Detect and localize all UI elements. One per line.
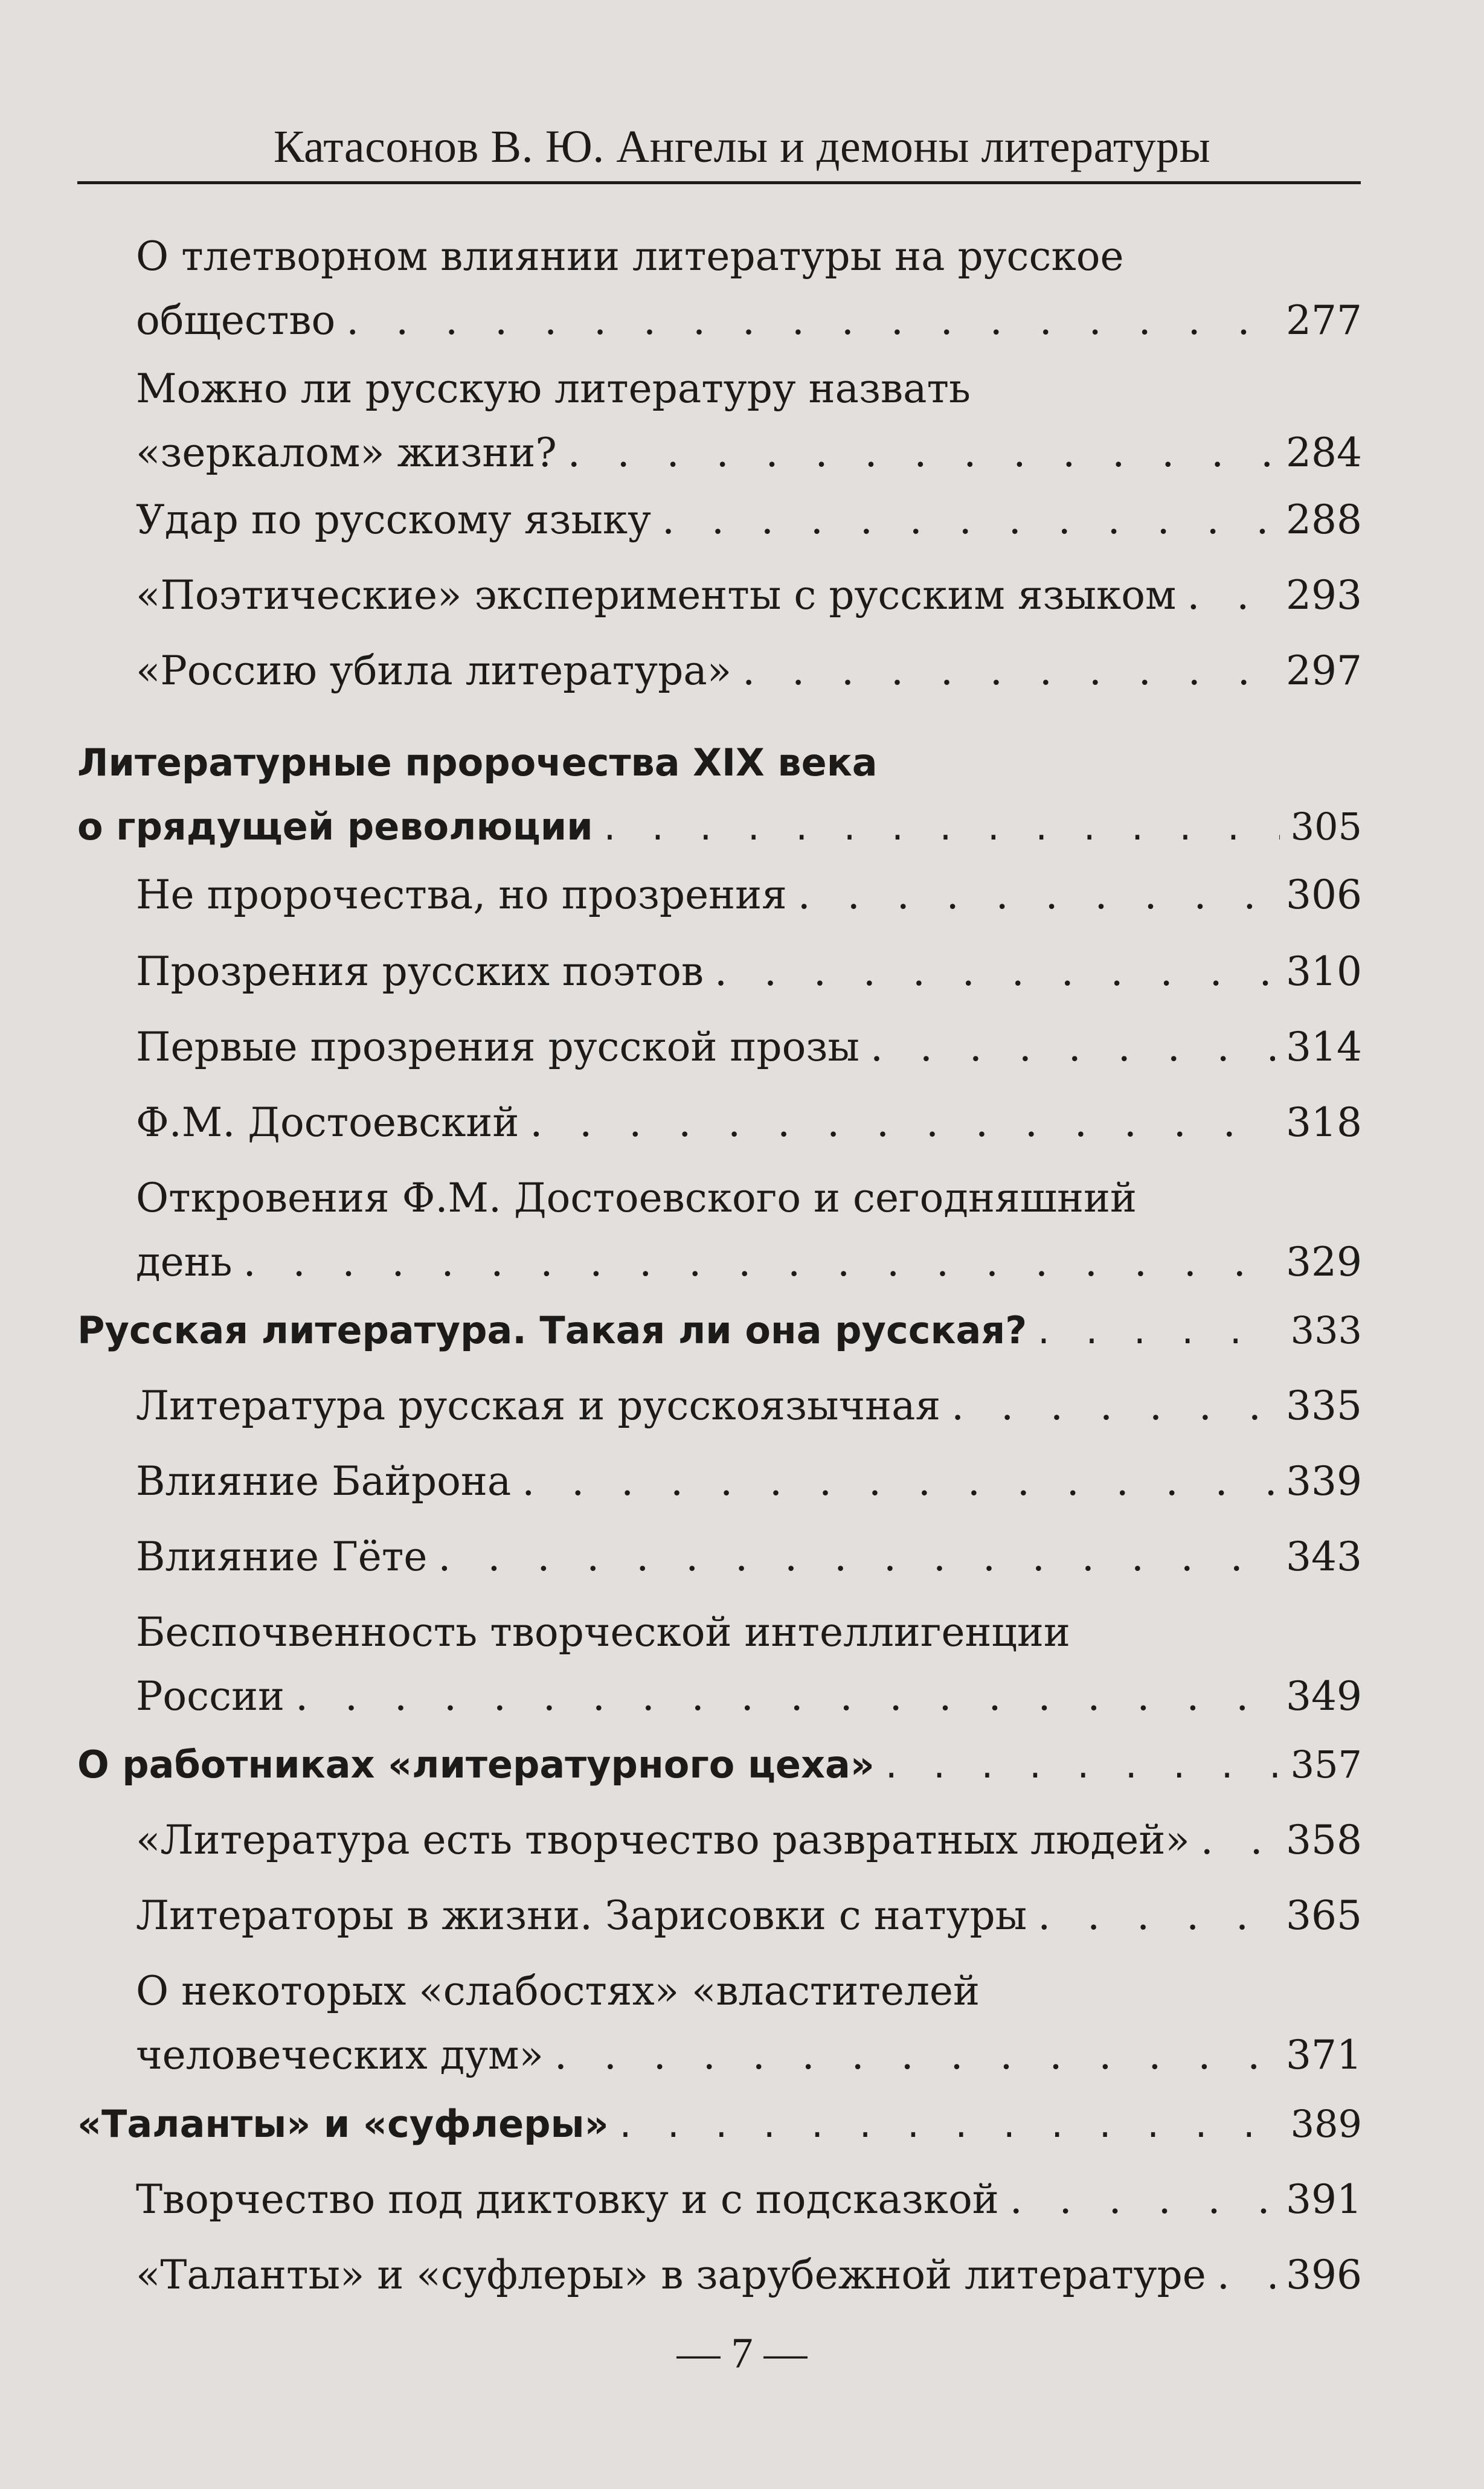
- toc-entry-title: России: [136, 1673, 285, 1720]
- toc-section-entry: [136, 1959, 1362, 2087]
- toc-entry-title: «Поэтические» эксперименты с русским языком: [136, 572, 1177, 618]
- toc-section-entry: [136, 1601, 1362, 1729]
- toc-section-entry: [136, 1374, 1362, 1438]
- dot-leader: [662, 488, 1275, 552]
- toc-section-entry: [136, 1015, 1362, 1079]
- toc-section-entry: [136, 1450, 1362, 1514]
- dot-leader: [885, 1733, 1280, 1797]
- toc-page-number: 305: [1290, 805, 1362, 849]
- toc-entry-title: «Таланты» и «суфлеры» в зарубежной литературе: [136, 2252, 1206, 2298]
- toc-section-entry: [136, 564, 1362, 628]
- toc-section-entry: [136, 940, 1362, 1004]
- toc-page-number: 310: [1286, 948, 1362, 995]
- toc-section-entry: [136, 2168, 1362, 2232]
- toc-entry-title: Литераторы в жизни. Зарисовки с натуры: [136, 1892, 1027, 1939]
- toc-entry-title: Литература русская и русскоязычная: [136, 1383, 941, 1429]
- dot-leader: [604, 795, 1280, 859]
- toc-section-entry: [136, 1884, 1362, 1948]
- dot-leader: [870, 1015, 1275, 1079]
- dot-leader: [1038, 1884, 1275, 1948]
- dot-leader: [346, 289, 1275, 353]
- dot-leader: [798, 863, 1275, 927]
- toc-entry-title: Творчество под диктовку и с подсказкой: [136, 2176, 999, 2223]
- toc-chapter-entry: [77, 731, 1362, 859]
- toc-entry-title: О тлетворном влиянии литературы на русское: [136, 233, 1124, 280]
- toc-section-entry: [136, 1091, 1362, 1155]
- toc-entry-title: Ф.М. Достоевский: [136, 1099, 519, 1146]
- toc-entry-title: «зеркалом» жизни?: [136, 429, 557, 476]
- toc-entry-title: Первые прозрения русской прозы: [136, 1024, 859, 1070]
- toc-page-number: 277: [1286, 297, 1362, 344]
- toc-page-number: 391: [1286, 2176, 1362, 2223]
- toc-section-entry: [136, 225, 1362, 353]
- toc-entry-title: день: [136, 1239, 233, 1285]
- toc-entry-title: общество: [136, 297, 336, 344]
- dot-leader: [1201, 1808, 1275, 1872]
- toc-entry-title: О работниках «литературного цеха»: [77, 1742, 875, 1787]
- toc-page-number: 335: [1286, 1383, 1362, 1429]
- toc-entry-title: Не пророчества, но прозрения: [136, 872, 787, 918]
- toc-section-entry: [136, 488, 1362, 552]
- toc-section-entry: [136, 639, 1362, 703]
- toc-entry-title: о грядущей революции: [77, 805, 593, 849]
- dot-leader: [715, 940, 1275, 1004]
- running-head: Катасонов В. Ю. Ангелы и демоны литературы: [273, 121, 1211, 172]
- dot-leader: [1038, 1299, 1279, 1363]
- dot-leader: [742, 639, 1275, 703]
- page-number: — 7 —: [676, 2329, 808, 2377]
- toc-entry-title: Прозрения русских поэтов: [136, 948, 704, 995]
- toc-entry-title: Влияние Байрона: [136, 1458, 512, 1505]
- toc-section-entry: [136, 357, 1362, 485]
- toc-section-entry: [136, 1808, 1362, 1872]
- dot-leader: [951, 1374, 1275, 1438]
- toc-entry-title: О некоторых «слабостях» «властителей: [136, 1968, 980, 2014]
- toc-page-number: 314: [1286, 1024, 1362, 1070]
- toc-page-number: 371: [1286, 2032, 1362, 2078]
- toc-entry-title: Русская литература. Такая ли она русская?: [77, 1308, 1027, 1352]
- toc-page-number: 297: [1286, 647, 1362, 694]
- dot-leader: [438, 1525, 1275, 1589]
- dot-leader: [1187, 564, 1275, 628]
- toc-entry-title: Откровения Ф.М. Достоевского и сегодняшний: [136, 1175, 1137, 1221]
- toc-entry-title: Влияние Гёте: [136, 1534, 428, 1580]
- dot-leader: [243, 1230, 1275, 1294]
- toc-page-number: 343: [1286, 1534, 1362, 1580]
- toc-page-number: 339: [1286, 1458, 1362, 1505]
- toc-section-entry: [136, 1166, 1362, 1294]
- toc-chapter-entry: [77, 2092, 1362, 2156]
- toc-page-number: 365: [1286, 1892, 1362, 1939]
- toc-page-number: 288: [1286, 496, 1362, 543]
- toc-section-entry: [136, 2243, 1362, 2307]
- toc-entry-title: Можно ли русскую литературу назвать: [136, 365, 971, 412]
- toc-section-entry: [136, 863, 1362, 927]
- toc-page-number: 306: [1286, 872, 1362, 918]
- toc-entry-title: «Таланты» и «суфлеры»: [77, 2102, 609, 2146]
- toc-entry-title: «Россию убила литература»: [136, 647, 732, 694]
- toc-page-number: 293: [1286, 572, 1362, 618]
- toc-entry-title: Удар по русскому языку: [136, 496, 652, 543]
- dot-leader: [295, 1665, 1275, 1729]
- toc-page-number: 396: [1286, 2252, 1362, 2298]
- dot-leader: [554, 2023, 1275, 2087]
- toc-page-number: 333: [1290, 1308, 1362, 1352]
- dot-leader: [530, 1091, 1275, 1155]
- dot-leader: [620, 2092, 1280, 2156]
- toc-page-number: 349: [1286, 1673, 1362, 1720]
- dot-leader: [522, 1450, 1275, 1514]
- toc-chapter-entry: [77, 1733, 1362, 1797]
- toc-entry-title: «Литература есть творчество развратных людей»: [136, 1817, 1190, 1863]
- toc-chapter-entry: [77, 1299, 1362, 1363]
- dot-leader: [1217, 2243, 1275, 2307]
- toc-page-number: 358: [1286, 1817, 1362, 1863]
- toc-section-entry: [136, 1525, 1362, 1589]
- toc-entry-title: Литературные пророчества XIX века: [77, 740, 878, 785]
- toc-page-number: 329: [1286, 1239, 1362, 1285]
- dot-leader: [1010, 2168, 1275, 2232]
- toc-entry-title: Беспочвенность творческой интеллигенции: [136, 1609, 1070, 1656]
- toc-page-number: 318: [1286, 1099, 1362, 1146]
- toc-page-number: 389: [1290, 2102, 1362, 2146]
- toc-entry-title: человеческих дум»: [136, 2032, 544, 2078]
- toc-page-number: 357: [1290, 1742, 1362, 1787]
- toc-page-number: 284: [1286, 429, 1362, 476]
- dot-leader: [568, 421, 1275, 485]
